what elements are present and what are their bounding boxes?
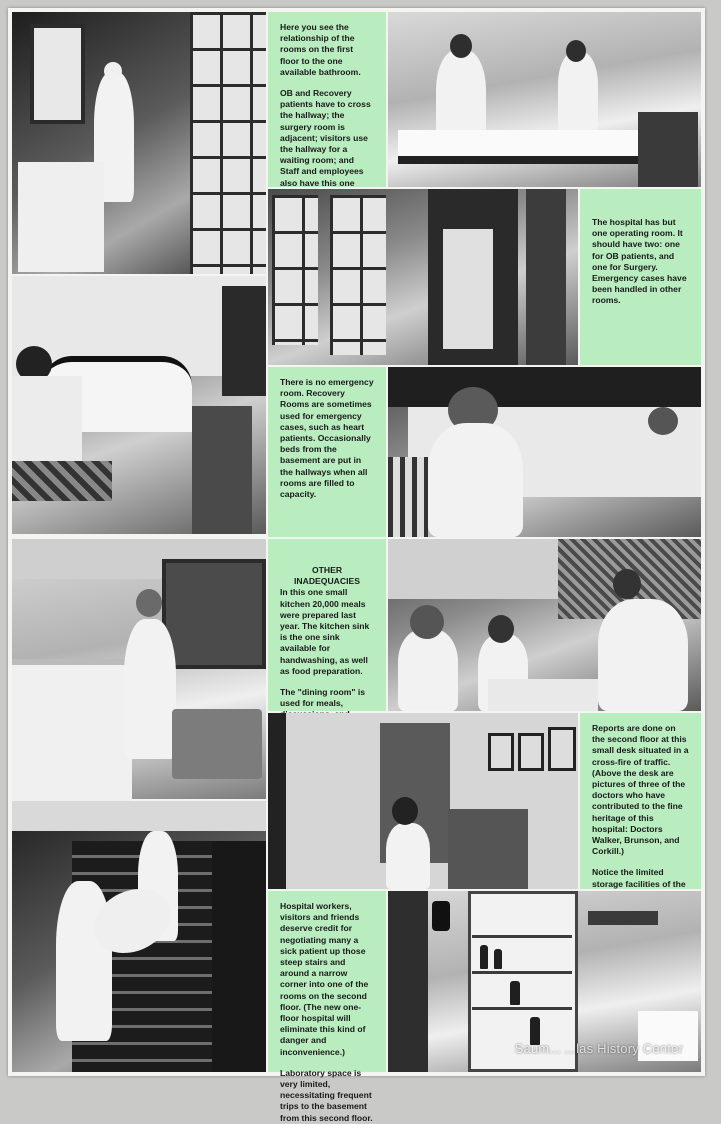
text-bathroom-p2: OB and Recovery patients have to cross the hallway; the surgery room is adjacent; visitors use the hallway for a waiting room; and Staff and employees also have this one xyxy=(280,88,371,188)
photo-emergency-patient xyxy=(388,367,701,537)
text-stairs xyxy=(268,891,386,1123)
text-reports-p2: Notice the limited storage facilities of the xyxy=(592,867,686,889)
text-emergency-p1: There is no emergency room. Recovery Rooms are sometimes used for emergency cases, such as heart patients. Occasionally beds from the basement are put in the hallways when all rooms are filled to capacity. xyxy=(280,377,374,500)
brochure-page xyxy=(8,8,705,1123)
text-stairs-p2: Laboratory space is very limited, necessitating frequent trips to the basement from this second floor. xyxy=(280,1067,373,1123)
text-kitchen-p1: In this one small kitchen 20,000 meals were prepared last year. The kitchen sink is the one sink available for handwashing, as well as food preparation. xyxy=(280,587,370,676)
text-kitchen-heading: OTHER INADEQUACIES xyxy=(294,565,360,587)
text-reports xyxy=(580,713,701,889)
photo-hallway xyxy=(268,189,578,365)
text-kitchen xyxy=(268,539,386,711)
photo-kitchen xyxy=(12,539,266,799)
photo-stairs xyxy=(12,801,266,1072)
photo-report-desk xyxy=(268,713,578,889)
text-operating-room-p1: The hospital has but one operating room. It should have two: one for OB patients, and one for Surgery. Emergency cases have been handled in other rooms. xyxy=(592,217,687,306)
photo-dining-room xyxy=(388,539,701,711)
photo-nurse-bathroom xyxy=(12,12,266,274)
text-reports-p1: Reports are done on the second floor at this small desk situated in a cross-fire of traffic. (Above the desk are pictures of three of the doctors who have contributed to the fine heritage of this hospital: Doctors Walker, Brunson, and Corkill.) xyxy=(592,723,689,857)
text-bathroom xyxy=(268,12,386,187)
photo-operating-room xyxy=(388,12,701,187)
watermark: Saum... ...las History Center xyxy=(514,1041,683,1056)
text-bathroom-p1: Here you see the relationship of the rooms on the first floor to the one available bathroom. xyxy=(280,22,361,77)
text-operating-room xyxy=(580,189,701,365)
text-kitchen-p2: The "dining room" is used for meals, xyxy=(280,687,366,709)
text-emergency xyxy=(268,367,386,537)
text-stairs-p1: Hospital workers, visitors and friends deserve credit for negotiating many a sick patient up those steep stairs and around a narrow corner into one of the rooms on the second floor. (The new one-floor hospital will eliminate this kind of danger and inconvenience.) xyxy=(280,901,369,1057)
photo-recovery-room xyxy=(12,276,266,534)
